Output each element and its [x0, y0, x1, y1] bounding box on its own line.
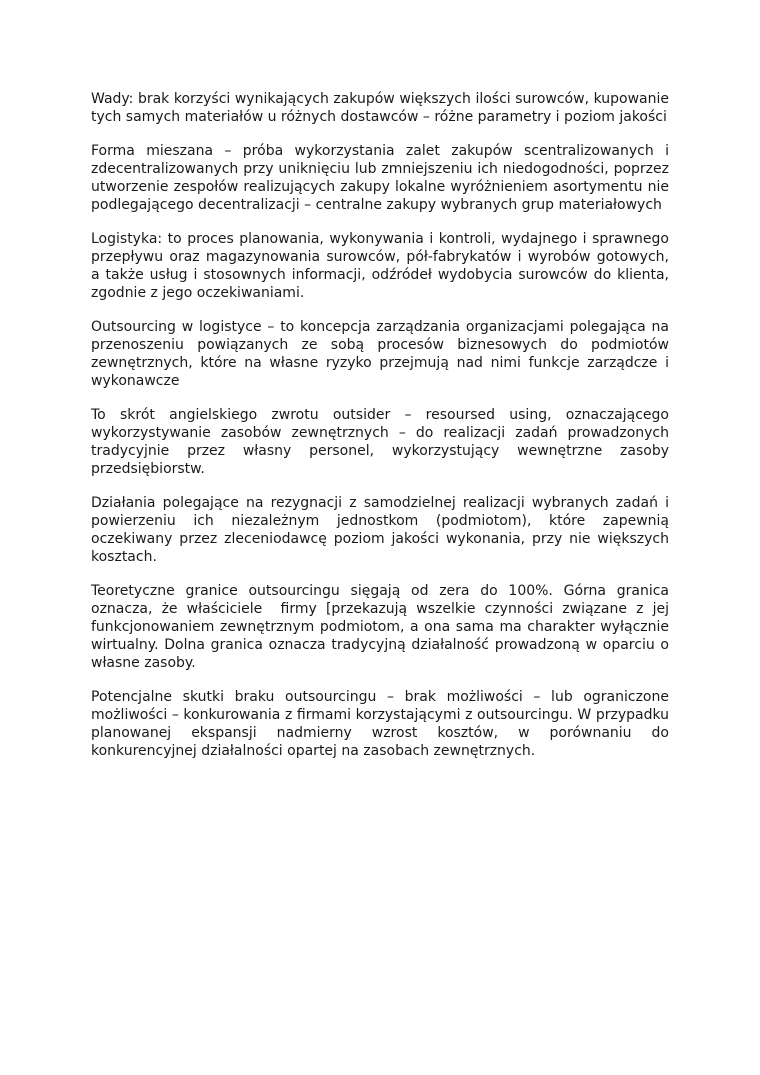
paragraph-outsourcing-activities: Działania polegające na rezygnacji z samodzielnej realizacji wybranych zadań i powierzeniu ich niezależnym jednostkom (podmiotom), które zapewnią oczekiwany przez zleceniodawcę poziom jakości wykonania, przy nie większych kosztach.: [91, 495, 674, 565]
paragraph-outsourcing-origin: To skrót angielskiego zwrotu outsider – resoursed using, oznaczającego wykorzystywanie zasobów zewnętrznych – do realizacji zadań prowadzonych tradycyjnie przez własny personel, wykorzystujący wewnętrzne zasoby przedsiębiorstw.: [91, 407, 674, 477]
paragraph-logistyka: Logistyka: to proces planowania, wykonywania i kontroli, wydajnego i sprawnego przepływu oraz magazynowania surowców, pół-fabrykatów i wyrobów gotowych, a także usług i stosownych informacji, odźródeł wydobycia surowców do klienta, zgodnie z jego oczekiwaniami.: [91, 231, 674, 301]
document-body: [91, 90, 674, 776]
paragraph-outsourcing-effects: Potencjalne skutki braku outsourcingu – brak możliwości – lub ograniczone możliwości – konkurowania z firmami korzystającymi z outsourcingu. W przypadku planowanej ekspansji nadmierny wzrost kosztów, w porównaniu do konkurencyjnej działalności opartej na zasobach zewnętrznych.: [91, 689, 674, 759]
paragraph-wady: Wady: brak korzyści wynikających zakupów większych ilości surowców, kupowanie tych samych materiałów u różnych dostawców – różne parametry i poziom jakości: [91, 91, 674, 125]
paragraph-forma-mieszana: Forma mieszana – próba wykorzystania zalet zakupów scentralizowanych i zdecentralizowanych przy uniknięciu lub zmniejszeniu ich niedogodności, poprzez utworzenie zespołów realizujących zakupy lokalne wyróżnieniem asortymentu nie podlegającego decentralizacji – centralne zakupy wybranych grup materiałowych: [91, 143, 674, 213]
paragraph-outsourcing-definition: Outsourcing w logistyce – to koncepcja zarządzania organizacjami polegająca na przenoszeniu powiązanych ze sobą procesów biznesowych do podmiotów zewnętrznych, które na własne ryzyko przejmują nad nimi funkcje zarządcze i wykonawcze: [91, 319, 674, 389]
paragraph-outsourcing-limits: Teoretyczne granice outsourcingu sięgają od zera do 100%. Górna granica oznacza, że właściciele firmy [przekazują wszelkie czynności związane z jej funkcjonowaniem zewnętrznym podmiotom, a ona sama ma charakter wyłącznie wirtualny. Dolna granica oznacza tradycyjną działalność prowadzoną w oparciu o własne zasoby.: [91, 583, 674, 671]
